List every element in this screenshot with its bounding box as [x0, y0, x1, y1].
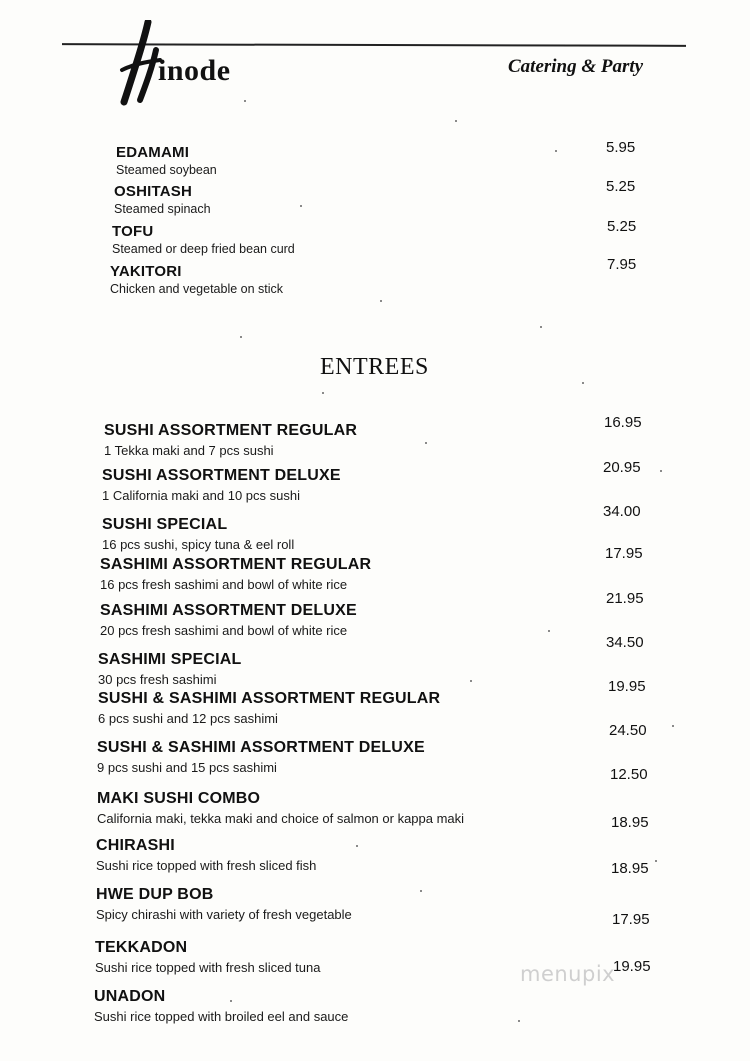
item-description: 6 pcs sushi and 12 pcs sashimi — [98, 711, 278, 726]
item-description: Steamed spinach — [114, 202, 211, 216]
item-name: SUSHI & SASHIMI ASSORTMENT REGULAR — [98, 690, 441, 707]
scan-speck — [322, 392, 324, 394]
menu-item — [100, 600, 357, 639]
menu-item — [97, 788, 464, 827]
scan-speck — [655, 860, 657, 862]
scan-speck — [244, 100, 246, 102]
item-price: 21.95 — [606, 590, 644, 607]
menu-item — [97, 737, 425, 776]
item-price: 34.00 — [603, 503, 641, 520]
item-price: 5.25 — [606, 178, 636, 195]
item-description: Sushi rice topped with fresh sliced fish — [96, 858, 317, 873]
scan-speck — [356, 845, 358, 847]
item-price: 17.95 — [605, 545, 643, 562]
item-price: 18.95 — [611, 860, 649, 877]
item-price: 34.50 — [606, 634, 644, 651]
menu-item — [104, 420, 357, 459]
scan-speck — [420, 890, 422, 892]
item-name: SUSHI ASSORTMENT REGULAR — [104, 422, 358, 439]
item-description: 30 pcs fresh sashimi — [98, 672, 217, 687]
item-name: EDAMAMI — [116, 144, 190, 161]
item-name: SUSHI ASSORTMENT DELUXE — [102, 467, 341, 484]
menu-item — [110, 262, 283, 298]
scan-speck — [582, 382, 584, 384]
item-name: SUSHI & SASHIMI ASSORTMENT DELUXE — [97, 739, 425, 756]
item-description: California maki, tekka maki and choice of salmon or kappa maki — [97, 811, 465, 826]
item-description: 1 Tekka maki and 7 pcs sushi — [104, 443, 274, 458]
item-description: Sushi rice topped with fresh sliced tuna — [95, 960, 321, 975]
logo-text: inode — [158, 54, 231, 87]
menu-item — [102, 465, 341, 504]
item-price: 16.95 — [604, 414, 642, 431]
menu-item — [94, 986, 348, 1025]
scan-speck — [455, 120, 457, 122]
item-name: SASHIMI ASSORTMENT REGULAR — [100, 556, 372, 573]
item-name: OSHITASH — [114, 183, 192, 200]
menu-item — [98, 649, 241, 688]
item-price: 12.50 — [610, 766, 648, 783]
menu-item — [112, 222, 295, 258]
item-description: Steamed or deep fried bean curd — [112, 242, 295, 256]
item-description: 9 pcs sushi and 15 pcs sashimi — [97, 760, 277, 775]
item-name: SASHIMI ASSORTMENT DELUXE — [100, 602, 357, 619]
logo-h-mark — [118, 20, 162, 108]
scan-speck — [470, 680, 472, 682]
item-price: 19.95 — [613, 958, 651, 975]
item-name: TEKKADON — [95, 939, 188, 956]
menu-item — [95, 937, 320, 976]
scan-speck — [300, 205, 302, 207]
item-name: UNADON — [94, 988, 166, 1005]
scan-speck — [425, 442, 427, 444]
item-name: SUSHI SPECIAL — [102, 516, 228, 533]
item-name: HWE DUP BOB — [96, 886, 214, 903]
scan-speck — [240, 336, 242, 338]
menu-item — [98, 688, 440, 727]
item-name: SASHIMI SPECIAL — [98, 651, 242, 668]
item-description: 1 California maki and 10 pcs sushi — [102, 488, 300, 503]
item-price: 20.95 — [603, 459, 641, 476]
item-price: 5.25 — [607, 218, 637, 235]
item-description: 20 pcs fresh sashimi and bowl of white rice — [100, 623, 348, 638]
item-price: 17.95 — [612, 911, 650, 928]
item-name: TOFU — [112, 223, 154, 240]
item-description: Spicy chirashi with variety of fresh vegetable — [96, 907, 352, 922]
section-heading: ENTREES — [320, 354, 429, 380]
watermark: menupix — [520, 962, 616, 986]
item-name: YAKITORI — [110, 263, 182, 280]
item-description: 16 pcs fresh sashimi and bowl of white rice — [100, 577, 348, 592]
item-description: 16 pcs sushi, spicy tuna & eel roll — [102, 537, 295, 552]
item-price: 24.50 — [609, 722, 647, 739]
scan-speck — [518, 1020, 520, 1022]
scan-speck — [548, 630, 550, 632]
menu-item — [114, 182, 211, 218]
menu-item — [96, 835, 316, 874]
item-description: Chicken and vegetable on stick — [110, 282, 284, 296]
item-price: 19.95 — [608, 678, 646, 695]
menu-item — [102, 514, 294, 553]
scan-speck — [660, 470, 662, 472]
item-description: Steamed soybean — [116, 163, 217, 177]
menu-item — [100, 554, 371, 593]
scan-speck — [540, 326, 542, 328]
item-price: 18.95 — [611, 814, 649, 831]
scan-speck — [672, 725, 674, 727]
scan-speck — [380, 300, 382, 302]
menu-item — [116, 143, 217, 179]
item-name: CHIRASHI — [96, 837, 175, 854]
scan-speck — [230, 1000, 232, 1002]
menu-item — [96, 884, 352, 923]
item-price: 5.95 — [606, 139, 636, 156]
item-description: Sushi rice topped with broiled eel and sauce — [94, 1009, 349, 1024]
scan-speck — [555, 150, 557, 152]
item-name: MAKI SUSHI COMBO — [97, 790, 261, 807]
item-price: 7.95 — [607, 256, 637, 273]
tagline: Catering & Party — [508, 56, 644, 77]
